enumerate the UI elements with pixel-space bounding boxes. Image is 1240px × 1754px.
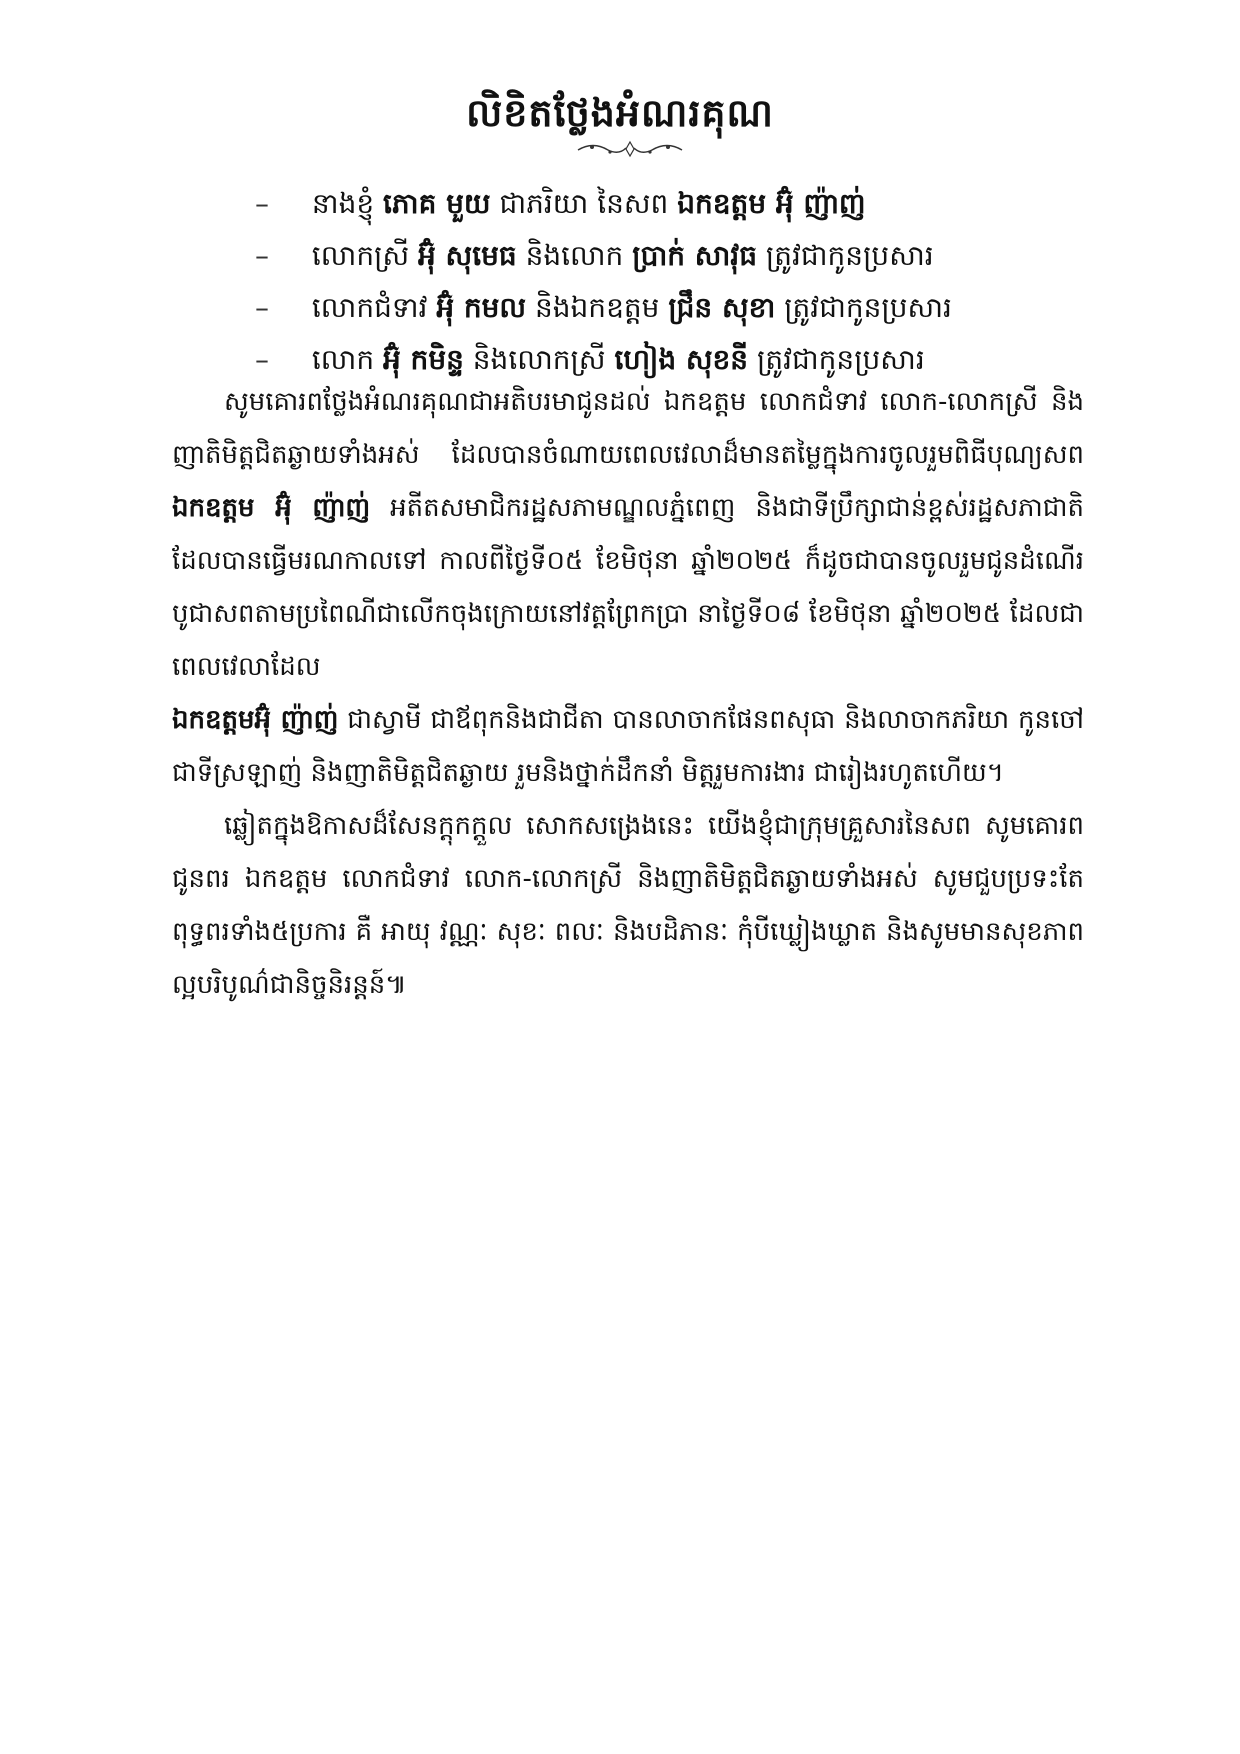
deceased-name: ឯកឧត្តម អ៊ុំ ញ៉ាញ់ <box>172 493 371 523</box>
list-name-secondary: ប្រាក់ សាវុធ <box>632 239 757 272</box>
paragraph-text: អតីតសមាជិករដ្ឋសភាមណ្ឌលភ្នំពេញ និងជាទីប្រឹក្សាជាន់ខ្ពស់រដ្ឋសភាជាតិ ដែលបានធ្វើមរណកាលទៅ កាលពីថ្ងៃទី០៥ ខែមិថុនា ឆ្នាំ២០២៥ ក៏ដូចជាបានចូលរួមជូនដំណើរបូជាសពតាមប្រពៃណីជាលើកចុងក្រោយនៅវត្តព្រែកប្រា នាថ្ងៃទី០៨ ខែមិថុនា ឆ្នាំ២០២៥ ដែលជាពេលវេលាដែល <box>172 493 1085 682</box>
list-middle: និងលោក <box>525 239 624 272</box>
list-name-secondary: ឯកឧត្តម អ៊ុំ ញ៉ាញ់ <box>677 187 866 220</box>
list-suffix: ត្រូវជាកូនប្រសារ <box>765 239 934 272</box>
bullet-dash: – <box>255 343 269 376</box>
paragraph-text: សូមគោរពថ្លែងអំណរគុណជាអតិបរមាជូនដល់ ឯកឧត្តម លោកជំទាវ លោក-លោកស្រី និងញាតិមិត្តជិតឆ្ងាយទាំងអស់ ដែលបានចំណាយពេលវេលាដ៏មានតម្លៃក្នុងការចូលរួមពិធីបុណ្យសព <box>172 387 1084 470</box>
family-list <box>255 178 1035 386</box>
list-item <box>255 178 1035 230</box>
list-name-primary: ភោគ មួយ <box>383 187 491 220</box>
floral-divider-icon <box>570 140 690 158</box>
bullet-dash: – <box>255 239 269 272</box>
deceased-name: ឯកឧត្តមអ៊ុំ ញ៉ាញ់ <box>172 705 339 735</box>
list-prefix: នាងខ្ញុំ <box>311 187 375 220</box>
list-middle: និងលោកស្រី <box>472 343 606 376</box>
list-name-primary: អ៊ុំ កមិន្ទ <box>383 343 464 376</box>
list-suffix: ត្រូវជាកូនប្រសារ <box>756 343 925 376</box>
list-name-secondary: ជ្រឹន សុខា <box>668 291 776 324</box>
list-prefix: លោកជំទាវ <box>311 291 428 324</box>
list-name-primary: អ៊ុំ កមល <box>436 291 527 324</box>
list-middle: ជាភរិយា នៃសព <box>499 187 669 220</box>
bullet-dash: – <box>255 187 269 220</box>
list-prefix: លោក <box>311 343 375 376</box>
paragraph-text: ជាស្វាមី ជាឪពុកនិងជាជីតា បានលាចាកផែនពសុធា និងលាចាកភរិយា កូនចៅជាទីស្រឡាញ់ និងញាតិមិត្តជិតឆ្ងាយ រួមនិងថ្នាក់ដឹកនាំ មិត្តរួមការងារ ជារៀងរហូតហើយ។ <box>172 705 1085 788</box>
paragraph-blessing: ឆ្លៀតក្នុងឱកាសដ៏សែនក្តុកក្តួល សោកសង្រេងនេះ យើងខ្ញុំជាក្រុមគ្រួសារនៃសព សូមគោរពជូនពរ ឯកឧត្តម លោកជំទាវ លោក-លោកស្រី និងញាតិមិត្តជិតឆ្ងាយទាំងអស់ សូមជួបប្រទះតែពុទ្ធពរទាំង៥ប្រការ គឺ អាយុ វណ្ណៈ សុខៈ ពលៈ និងបដិភានៈ កុំបីឃ្លៀងឃ្លាត និងសូមមានសុខភាពល្អបរិបូណ៌ជានិច្ចនិរន្តន៍៕ <box>172 811 1084 1000</box>
body-text <box>172 376 1084 1012</box>
page-title: លិខិតថ្លែងអំណរគុណ <box>466 90 774 135</box>
list-name-secondary: ហៀង សុខនី <box>614 343 749 376</box>
list-item <box>255 282 1035 334</box>
bullet-dash: – <box>255 291 269 324</box>
list-middle: និងឯកឧត្តម <box>534 291 660 324</box>
list-prefix: លោកស្រី <box>311 239 410 272</box>
list-item <box>255 230 1035 282</box>
list-suffix: ត្រូវជាកូនប្រសារ <box>784 291 952 324</box>
list-name-primary: អ៊ុំ សុមេធ <box>418 239 517 272</box>
paragraph-thanks <box>172 376 1084 800</box>
